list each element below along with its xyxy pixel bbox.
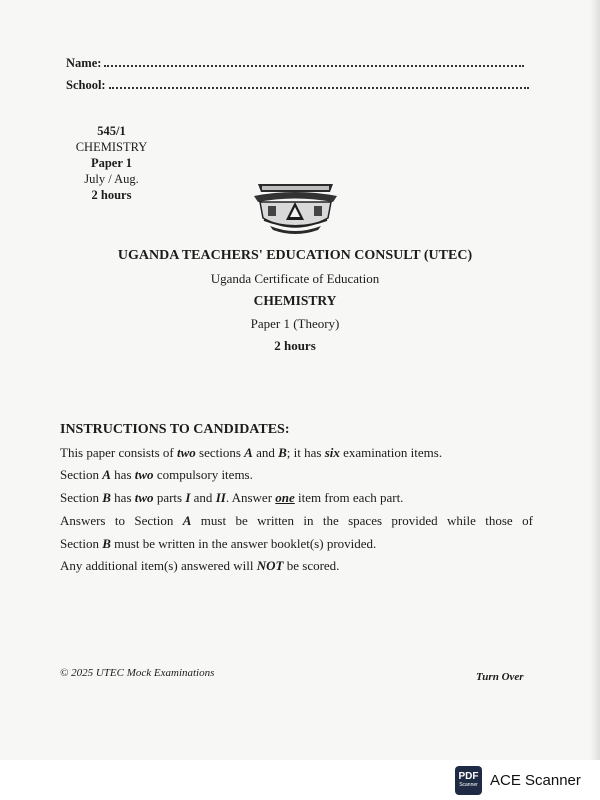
scan-edge-shadow (590, 0, 600, 760)
organization-title: UGANDA TEACHERS' EDUCATION CONSULT (UTEC) (117, 248, 473, 263)
turn-over-text: Turn Over (476, 671, 524, 683)
word: in (303, 513, 314, 528)
word: spaces (348, 513, 383, 528)
paper-code-paper: Paper 1 (90, 156, 133, 170)
word: must (200, 513, 227, 528)
instruction-line-5 (60, 536, 376, 552)
instruction-line-1 (60, 445, 442, 461)
instruction-line-2 (60, 467, 253, 483)
scanner-label: ACE Scanner (490, 771, 581, 789)
subject-title: CHEMISTRY (253, 293, 337, 308)
word: while (447, 513, 476, 528)
text: Section (60, 490, 103, 505)
text: has (110, 467, 135, 482)
certificate-title: Uganda Certificate of Education (210, 271, 380, 286)
utec-crest-logo-icon (248, 178, 343, 238)
duration-title: 2 hours (274, 338, 316, 353)
emphasis: two (134, 490, 154, 505)
word: written (257, 513, 294, 528)
word: to (114, 513, 125, 528)
emphasis: six (324, 445, 340, 460)
text: This paper consists of (60, 445, 177, 460)
emphasis: B (102, 490, 111, 505)
scanner-icon-bottom: Scanner (459, 782, 478, 788)
paper-code: 545/1 (97, 124, 126, 138)
emphasis: A (102, 467, 111, 482)
text: and (190, 490, 216, 505)
emphasis: two (176, 445, 196, 460)
text: compulsory items. (153, 467, 253, 482)
text: must be written in the answer booklet(s) provided. (110, 536, 377, 551)
paper-code-block (64, 123, 159, 203)
copyright-text: © 2025 UTEC Mock Examinations (60, 667, 215, 679)
text: . Answer (225, 490, 276, 505)
emphasis: II (215, 490, 226, 505)
paper-code-session: July / Aug. (84, 172, 139, 186)
instructions-heading: INSTRUCTIONS TO CANDIDATES: (60, 422, 290, 437)
text: and (252, 445, 279, 460)
ace-scanner-watermark (455, 765, 581, 795)
text: Section (60, 536, 103, 551)
school-label: School: (66, 78, 106, 92)
text: parts (153, 490, 186, 505)
name-dotted-line[interactable] (104, 57, 524, 67)
emphasis: I (185, 490, 191, 505)
instruction-line-3 (60, 490, 403, 506)
school-field[interactable] (66, 78, 529, 93)
text: has (110, 490, 135, 505)
instruction-line-4 (60, 513, 533, 529)
emphasis: B (278, 445, 287, 460)
text: item from each part. (294, 490, 404, 505)
text: sections (195, 445, 245, 460)
scanner-icon-top: PDF (458, 771, 479, 782)
name-field[interactable] (66, 56, 524, 71)
instruction-line-6 (60, 558, 339, 574)
word: Section (134, 513, 174, 528)
school-dotted-line[interactable] (109, 79, 529, 89)
emphasis: NOT (256, 558, 284, 573)
paper-code-subject: CHEMISTRY (75, 140, 148, 154)
pdf-scanner-icon (455, 766, 482, 795)
text: be scored. (283, 558, 340, 573)
word: those (485, 513, 513, 528)
emphasis-underlined: one (275, 490, 295, 505)
word: provided (391, 513, 438, 528)
text: Section (60, 467, 103, 482)
emphasis: B (102, 536, 111, 551)
paper-code-duration: 2 hours (91, 188, 132, 202)
paper-title: Paper 1 (Theory) (250, 316, 340, 331)
emphasis: A (182, 513, 192, 528)
emphasis: A (244, 445, 253, 460)
word: the (322, 513, 339, 528)
word: be (235, 513, 248, 528)
emphasis: two (134, 467, 154, 482)
word: Answers (60, 513, 106, 528)
name-label: Name: (66, 56, 102, 70)
text: ; it has (286, 445, 325, 460)
text: Any additional item(s) answered will (60, 558, 257, 573)
word: of (522, 513, 533, 528)
text: examination items. (339, 445, 443, 460)
